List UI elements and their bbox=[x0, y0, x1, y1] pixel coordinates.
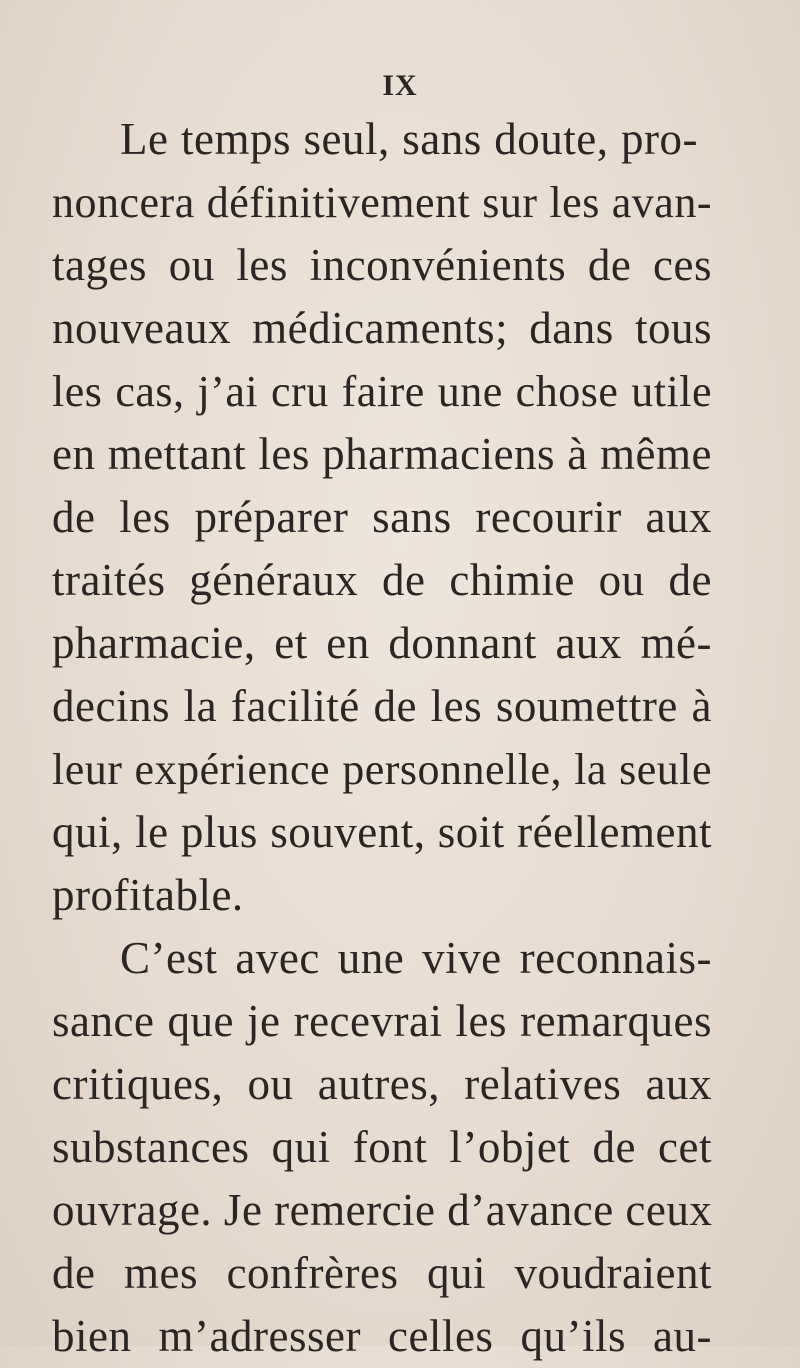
text-line: pharmacie, et en donnant aux mé- bbox=[52, 618, 712, 668]
text-line: C’est avec une vive reconnais- bbox=[120, 933, 712, 983]
text-line: decins la facilité de les soumettre à bbox=[52, 681, 712, 731]
text-line: les cas, j’ai cru faire une chose utile bbox=[52, 367, 712, 416]
text-line: tages ou les inconvénients de ces bbox=[52, 240, 712, 290]
text-line: leur expérience personnelle, la seule bbox=[52, 745, 712, 794]
text-line: Le temps seul, sans doute, pro- bbox=[120, 114, 698, 164]
text-line: qui, le plus souvent, soit réellement bbox=[52, 807, 712, 857]
text-line: ouvrage. Je remercie d’avance ceux bbox=[52, 1185, 713, 1235]
text-line: de mes confrères qui voudraient bbox=[52, 1248, 712, 1298]
text-line: profitable. bbox=[52, 870, 244, 920]
text-line: traités généraux de chimie ou de bbox=[52, 555, 712, 605]
text-line: critiques, ou autres, relatives aux bbox=[52, 1059, 712, 1109]
text-line: noncera définitivement sur les avan- bbox=[52, 178, 712, 227]
text-line: sance que je recevrai les remarques bbox=[52, 996, 712, 1046]
text-line: en mettant les pharmaciens à même bbox=[52, 429, 712, 479]
text-line: de les préparer sans recourir aux bbox=[52, 492, 712, 542]
page-number: IX bbox=[382, 69, 418, 102]
text-line: substances qui font l’objet de cet bbox=[52, 1122, 712, 1172]
text-line: bien m’adresser celles qu’ils au- bbox=[52, 1311, 712, 1361]
text-line: nouveaux médicaments; dans tous bbox=[52, 303, 712, 353]
